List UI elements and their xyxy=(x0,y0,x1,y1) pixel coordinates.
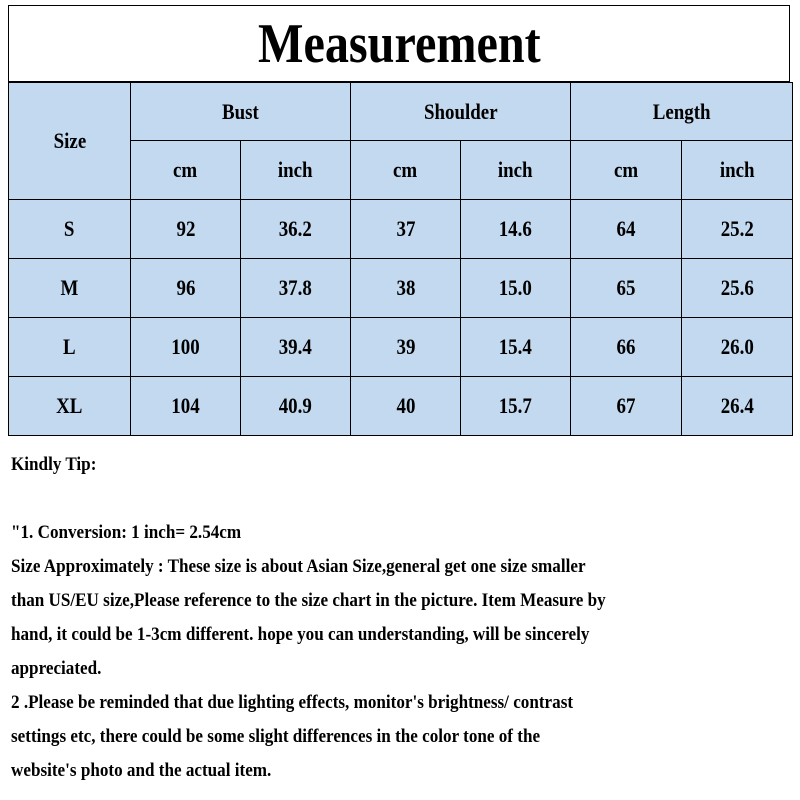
table-cell: 15.4 xyxy=(461,318,571,377)
tip-line: than US/EU size,Please reference to the size chart in the picture. Item Measure by xyxy=(11,590,606,611)
title-box xyxy=(8,5,790,82)
table-cell: 64 xyxy=(571,200,682,259)
table-cell: 100 xyxy=(131,318,241,377)
size-cell: XL xyxy=(9,377,131,436)
table-cell: 65 xyxy=(571,259,682,318)
tip-line: Size Approximately : These size is about Asian Size,general get one size smaller xyxy=(11,556,586,577)
table-row xyxy=(9,377,793,436)
table-cell: 66 xyxy=(571,318,682,377)
unit-header-cell: cm xyxy=(351,141,461,200)
table-cell: 92 xyxy=(131,200,241,259)
table-cell: 14.6 xyxy=(461,200,571,259)
tip-line: 2 .Please be reminded that due lighting effects, monitor's brightness/ contrast xyxy=(11,692,574,713)
table-cell: 37.8 xyxy=(241,259,351,318)
table-cell: 39 xyxy=(351,318,461,377)
unit-header-cell: inch xyxy=(682,141,793,200)
size-cell: M xyxy=(9,259,131,318)
table-row xyxy=(9,259,793,318)
table-cell: 25.2 xyxy=(682,200,793,259)
size-chart-table xyxy=(8,82,793,436)
table-cell: 15.7 xyxy=(461,377,571,436)
table-cell: 25.6 xyxy=(682,259,793,318)
tip-line: hand, it could be 1-3cm different. hope you can understanding, will be sincerely xyxy=(11,624,590,645)
tip-line: "1. Conversion: 1 inch= 2.54cm xyxy=(11,522,242,543)
bust-header-cell: Bust xyxy=(131,83,351,141)
size-cell: L xyxy=(9,318,131,377)
table-cell: 36.2 xyxy=(241,200,351,259)
page-title: Measurement xyxy=(257,12,541,75)
unit-header-cell: cm xyxy=(571,141,682,200)
table-cell: 40.9 xyxy=(241,377,351,436)
table-cell: 104 xyxy=(131,377,241,436)
tip-line: settings etc, there could be some slight differences in the color tone of the xyxy=(11,726,541,747)
tip-heading: Kindly Tip: xyxy=(11,454,97,475)
unit-header-cell: inch xyxy=(461,141,571,200)
table-cell: 96 xyxy=(131,259,241,318)
tip-spacer xyxy=(11,482,791,516)
tip-line: website's photo and the actual item. xyxy=(11,760,272,781)
size-cell: S xyxy=(9,200,131,259)
table-cell: 38 xyxy=(351,259,461,318)
table-row xyxy=(9,200,793,259)
size-header-cell: Size xyxy=(9,83,131,200)
shoulder-header-cell: Shoulder xyxy=(351,83,571,141)
table-cell: 39.4 xyxy=(241,318,351,377)
table-cell: 40 xyxy=(351,377,461,436)
table-header-row-groups xyxy=(9,83,793,141)
table-cell: 26.0 xyxy=(682,318,793,377)
unit-header-cell: cm xyxy=(131,141,241,200)
table-cell: 67 xyxy=(571,377,682,436)
kindly-tip-section xyxy=(11,448,791,788)
table-cell: 15.0 xyxy=(461,259,571,318)
length-header-cell: Length xyxy=(571,83,793,141)
table-cell: 26.4 xyxy=(682,377,793,436)
table-cell: 37 xyxy=(351,200,461,259)
tip-line: appreciated. xyxy=(11,658,102,679)
unit-header-cell: inch xyxy=(241,141,351,200)
table-row xyxy=(9,318,793,377)
